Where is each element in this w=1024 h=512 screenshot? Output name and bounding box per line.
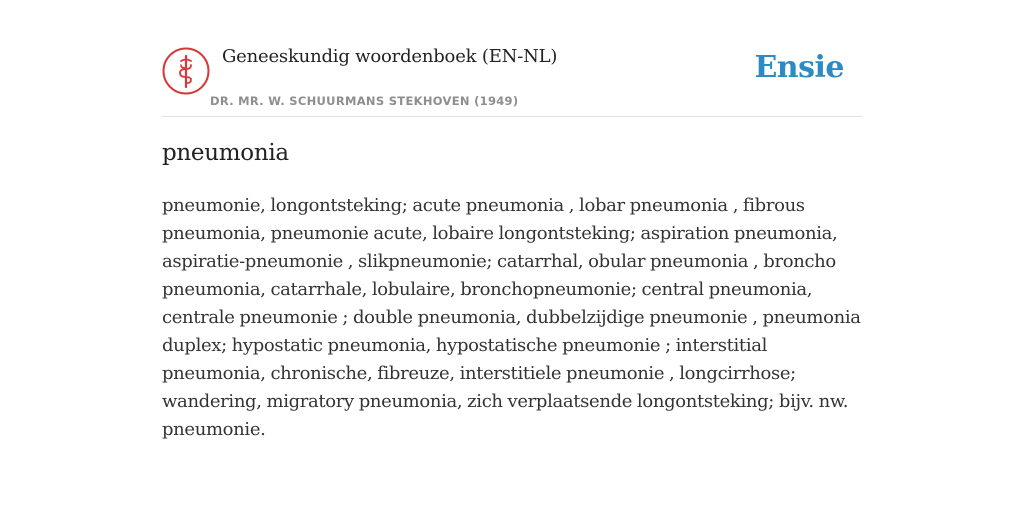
brand-logo-link[interactable]: Ensie <box>754 50 844 85</box>
dictionary-header <box>162 0 862 117</box>
caduceus-icon[interactable] <box>162 47 210 95</box>
dictionary-title[interactable]: Geneeskundig woordenboek (EN-NL) <box>222 46 558 67</box>
entry-definition: pneumonie, longontsteking; acute pneumonia , lobar pneumonia , fibrous pneumonia, pneumonie acute, lobaire longontsteking; aspiration pneumonia, aspiratie-pneumonie , slikpneumonie; catarrhal, obular pneumonia , broncho pneumonia, catarrhale, lobulaire, bronchopneumonie; central pneumonia, centrale pneumonie ; double pneumonia, dubbelzijdige pneumonie , pneumonia duplex; hypostatic pneumonia, hypostatische pneumonie ; interstitial pneumonia, chronische, fibreuze, interstitiele pneumonie , longcirrhose; wandering, migratory pneumonia, zich verplaatsende longontsteking; bijv. nw. pneumonie. <box>162 195 861 440</box>
dictionary-author: DR. MR. W. SCHUURMANS STEKHOVEN (1949) <box>210 94 519 108</box>
page-container <box>162 0 862 440</box>
entry-headword: pneumonia <box>162 140 289 166</box>
